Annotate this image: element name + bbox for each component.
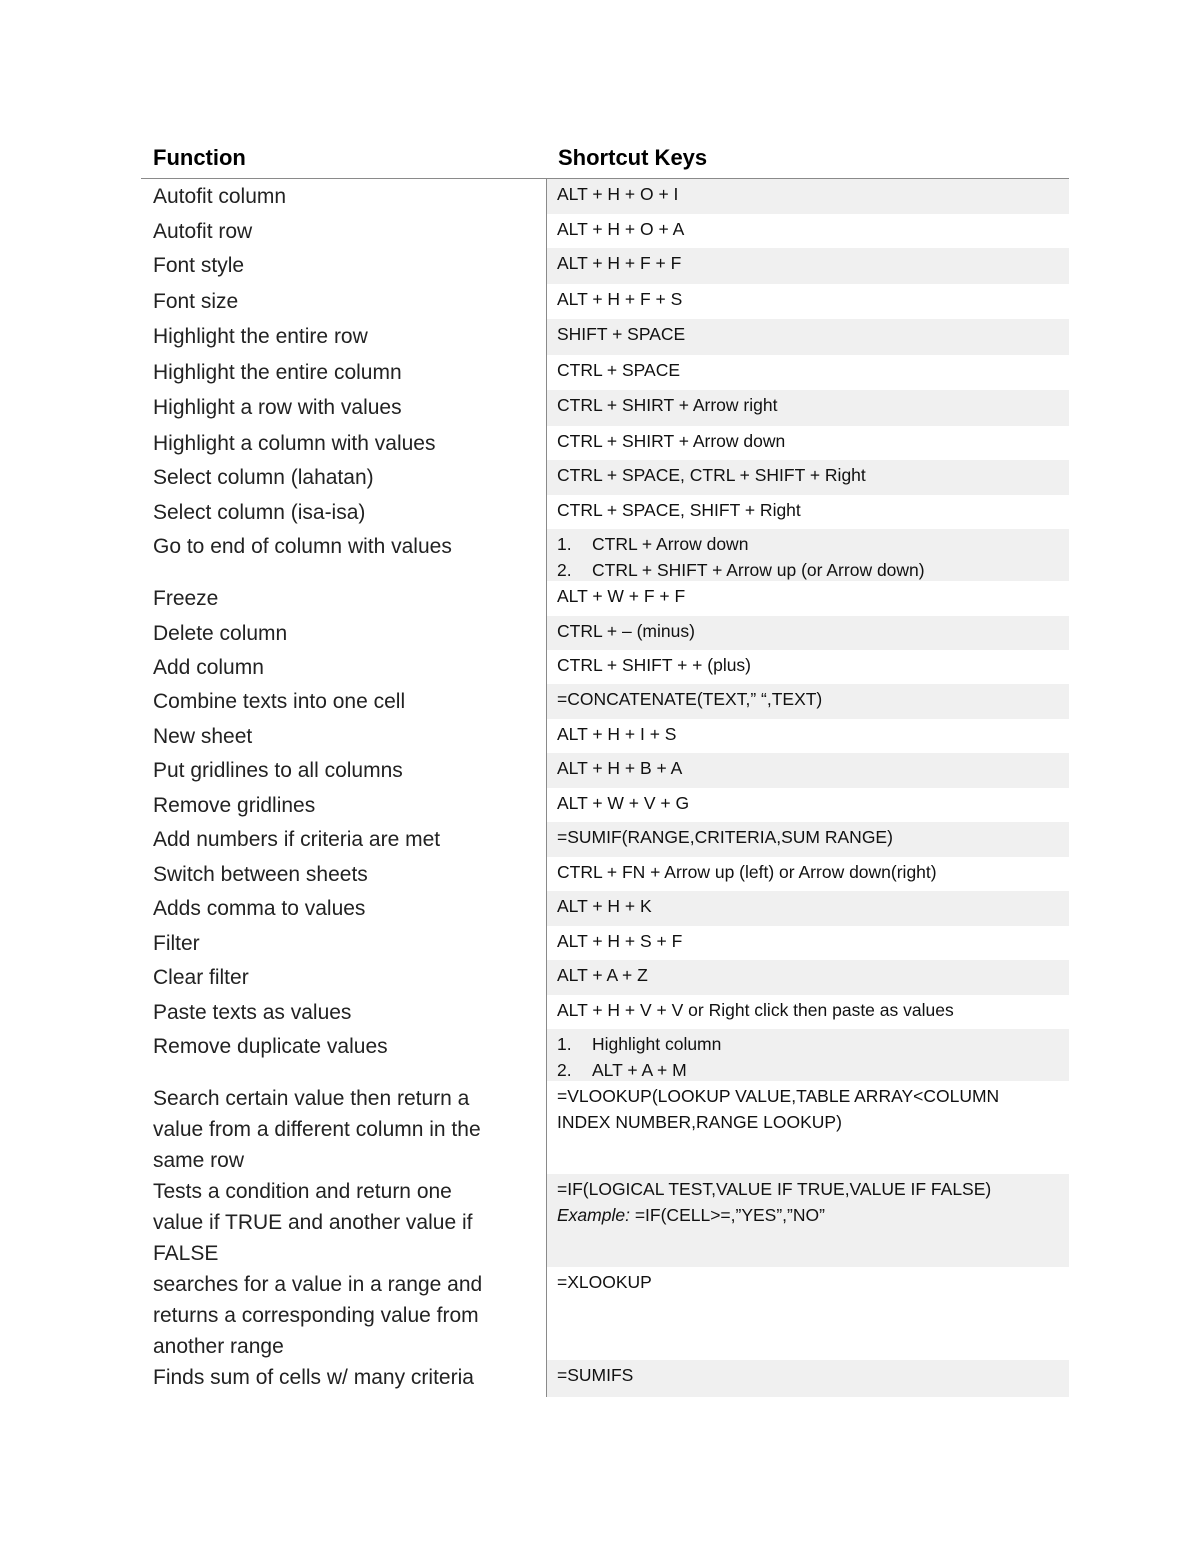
function-text: Autofit row [153, 220, 253, 243]
shortcut-cell [547, 214, 1069, 248]
shortcut-cell [547, 179, 1069, 214]
function-text: searches for a value in a range and [153, 1273, 483, 1296]
function-cell [141, 650, 547, 684]
shortcut-line [557, 1176, 1069, 1202]
shortcut-text: =IF(CELL>=,”YES”,”NO” [634, 1205, 825, 1225]
function-cell [141, 355, 547, 390]
function-text: Remove duplicate values [153, 1035, 388, 1058]
function-text: FALSE [153, 1242, 219, 1265]
shortcut-line [557, 755, 1069, 781]
shortcut-cell [547, 1360, 1069, 1397]
shortcut-line [557, 997, 1069, 1023]
function-text: Select column (isa-isa) [153, 501, 366, 524]
shortcut-text: CTRL + SPACE [557, 360, 681, 380]
table-row [141, 495, 1069, 529]
shortcut-line [557, 392, 1069, 418]
table-row [141, 460, 1069, 495]
shortcut-line [557, 286, 1069, 312]
table-row [141, 248, 1069, 284]
shortcut-cell [547, 995, 1069, 1029]
function-text: Highlight a row with values [153, 396, 402, 419]
shortcut-line [557, 1083, 1069, 1109]
function-cell [141, 960, 547, 995]
function-cell [141, 390, 547, 426]
table-row [141, 319, 1069, 355]
function-text: New sheet [153, 725, 253, 748]
shortcut-text: ALT + H + V + V or Right click then paste as values [557, 1000, 954, 1020]
function-text: Autofit column [153, 185, 287, 208]
table-row [141, 284, 1069, 319]
shortcut-line [557, 893, 1069, 919]
table-row [141, 1174, 1069, 1267]
table-row [141, 995, 1069, 1029]
shortcut-cell [547, 529, 1069, 581]
shortcut-line [557, 790, 1069, 816]
shortcut-text: Highlight column [592, 1034, 722, 1054]
function-cell [141, 319, 547, 355]
table-body [141, 179, 1069, 1397]
shortcut-text: CTRL + SHIRT + Arrow right [557, 395, 778, 415]
shortcut-line [557, 859, 1069, 885]
shortcut-text: ALT + H + O + A [557, 219, 685, 239]
function-cell [141, 926, 547, 960]
function-text: Search certain value then return a [153, 1087, 470, 1110]
shortcut-line [557, 181, 1069, 207]
function-text: Go to end of column with values [153, 535, 452, 558]
table-row [141, 426, 1069, 460]
shortcut-text: =CONCATENATE(TEXT,” “,TEXT) [557, 689, 823, 709]
function-text: Highlight the entire column [153, 361, 402, 384]
shortcut-cell [547, 1174, 1069, 1267]
shortcut-line [557, 1057, 1069, 1083]
shortcut-line [557, 686, 1069, 712]
function-text: Combine texts into one cell [153, 690, 406, 713]
shortcut-cell [547, 857, 1069, 891]
shortcut-text: ALT + H + K [557, 896, 652, 916]
function-cell [141, 891, 547, 926]
table-row [141, 1081, 1069, 1174]
function-text: Switch between sheets [153, 863, 368, 886]
shortcut-text: =IF(LOGICAL TEST,VALUE IF TRUE,VALUE IF FALSE) [557, 1179, 992, 1199]
shortcut-line [557, 1031, 1069, 1057]
shortcut-line [557, 557, 1069, 583]
shortcut-cell [547, 891, 1069, 926]
function-text: Font style [153, 254, 245, 277]
function-text: Delete column [153, 622, 288, 645]
shortcut-cell [547, 460, 1069, 495]
function-cell [141, 788, 547, 822]
shortcut-cell [547, 495, 1069, 529]
function-text: another range [153, 1335, 284, 1358]
shortcut-line [557, 721, 1069, 747]
shortcut-line [557, 531, 1069, 557]
function-text: Freeze [153, 587, 219, 610]
example-label: Example: [557, 1205, 630, 1225]
table-row [141, 891, 1069, 926]
function-text: Add column [153, 656, 264, 679]
shortcut-text: ALT + H + S + F [557, 931, 683, 951]
shortcut-text: CTRL + Arrow down [592, 534, 749, 554]
shortcut-text: ALT + A + M [592, 1060, 687, 1080]
function-text: value from a different column in the [153, 1118, 481, 1141]
shortcut-cell [547, 581, 1069, 616]
function-text: Select column (lahatan) [153, 466, 374, 489]
shortcut-cell [547, 753, 1069, 788]
shortcut-text: =VLOOKUP(LOOKUP VALUE,TABLE ARRAY<COLUMN [557, 1086, 1000, 1106]
table-row [141, 822, 1069, 857]
function-cell [141, 426, 547, 460]
shortcut-text: ALT + A + Z [557, 965, 648, 985]
shortcut-cell [547, 822, 1069, 857]
function-cell [141, 719, 547, 753]
function-cell [141, 857, 547, 891]
function-text: returns a corresponding value from [153, 1304, 479, 1327]
table-row [141, 1267, 1069, 1360]
function-text: Add numbers if criteria are met [153, 828, 441, 851]
shortcut-line [557, 652, 1069, 678]
shortcut-text: ALT + W + V + G [557, 793, 690, 813]
shortcut-text: =SUMIFS [557, 1365, 634, 1385]
function-cell [141, 616, 547, 650]
function-text: value if TRUE and another value if [153, 1211, 473, 1234]
shortcut-text: CTRL + SHIFT + Arrow up (or Arrow down) [592, 560, 925, 580]
function-cell [141, 248, 547, 284]
shortcut-cell [547, 684, 1069, 719]
shortcut-cell [547, 355, 1069, 390]
shortcut-text: CTRL + FN + Arrow up (left) or Arrow down(right) [557, 862, 937, 882]
table-header [141, 140, 1069, 179]
function-cell [141, 995, 547, 1029]
shortcut-line [557, 1269, 1069, 1295]
table-row [141, 616, 1069, 650]
table-row [141, 355, 1069, 390]
function-text: Highlight a column with values [153, 432, 436, 455]
shortcut-cell [547, 1081, 1069, 1174]
table-row [141, 390, 1069, 426]
shortcut-line [557, 497, 1069, 523]
shortcut-line [557, 928, 1069, 954]
shortcut-cell [547, 719, 1069, 753]
shortcut-text: ALT + H + B + A [557, 758, 683, 778]
function-cell [141, 214, 547, 248]
shortcut-text: CTRL + SHIRT + Arrow down [557, 431, 786, 451]
function-text: same row [153, 1149, 245, 1172]
shortcut-line [557, 357, 1069, 383]
shortcut-line [557, 216, 1069, 242]
shortcut-cell [547, 1267, 1069, 1360]
shortcut-line [557, 1202, 1069, 1228]
shortcut-text: CTRL + SPACE, CTRL + SHIFT + Right [557, 465, 866, 485]
table-row [141, 684, 1069, 719]
shortcut-text: CTRL + SHIFT + + (plus) [557, 655, 752, 675]
shortcut-cell [547, 248, 1069, 284]
shortcut-line [557, 824, 1069, 850]
header-function: Function [153, 145, 246, 170]
function-cell [141, 753, 547, 788]
function-text: Finds sum of cells w/ many criteria [153, 1366, 474, 1389]
shortcut-text: =SUMIF(RANGE,CRITERIA,SUM RANGE) [557, 827, 893, 847]
function-cell [141, 460, 547, 495]
shortcut-text: ALT + H + F + F [557, 253, 682, 273]
shortcut-cell [547, 616, 1069, 650]
table-row [141, 857, 1069, 891]
shortcut-line [557, 962, 1069, 988]
function-cell [141, 822, 547, 857]
shortcut-text: INDEX NUMBER,RANGE LOOKUP) [557, 1112, 842, 1132]
function-cell [141, 1267, 547, 1360]
shortcut-line [557, 618, 1069, 644]
function-cell [141, 495, 547, 529]
table-row [141, 1029, 1069, 1081]
function-text: Highlight the entire row [153, 325, 368, 348]
function-text: Adds comma to values [153, 897, 366, 920]
shortcut-text: CTRL + – (minus) [557, 621, 695, 641]
shortcut-line [557, 321, 1069, 347]
shortcut-cell [547, 960, 1069, 995]
function-cell [141, 1174, 547, 1267]
table-row [141, 788, 1069, 822]
table-row [141, 1360, 1069, 1397]
shortcut-cell [547, 319, 1069, 355]
shortcut-text: ALT + H + O + I [557, 184, 679, 204]
shortcut-cell [547, 284, 1069, 319]
function-cell [141, 684, 547, 719]
table-row [141, 179, 1069, 214]
list-number: 1. [557, 534, 572, 554]
function-cell [141, 529, 547, 581]
shortcut-line [557, 250, 1069, 276]
function-cell [141, 1029, 547, 1081]
table-row [141, 753, 1069, 788]
function-text: Filter [153, 932, 200, 955]
function-text: Remove gridlines [153, 794, 316, 817]
shortcut-line [557, 462, 1069, 488]
table-row [141, 926, 1069, 960]
function-text: Font size [153, 290, 239, 313]
function-text: Put gridlines to all columns [153, 759, 403, 782]
shortcut-line [557, 583, 1069, 609]
function-cell [141, 1360, 547, 1397]
list-number: 2. [557, 1060, 572, 1080]
shortcut-cell [547, 426, 1069, 460]
shortcut-text: ALT + H + F + S [557, 289, 683, 309]
shortcut-cell [547, 390, 1069, 426]
header-shortcut-keys: Shortcut Keys [558, 145, 708, 170]
table-row [141, 650, 1069, 684]
table-row [141, 214, 1069, 248]
shortcut-cell [547, 926, 1069, 960]
function-cell [141, 581, 547, 616]
shortcut-cell [547, 650, 1069, 684]
shortcut-text: ALT + W + F + F [557, 586, 686, 606]
shortcut-line [557, 1362, 1069, 1388]
function-cell [141, 284, 547, 319]
shortcut-text: CTRL + SPACE, SHIFT + Right [557, 500, 801, 520]
shortcut-text: =XLOOKUP [557, 1272, 652, 1292]
list-number: 2. [557, 560, 572, 580]
list-number: 1. [557, 1034, 572, 1054]
function-text: Paste texts as values [153, 1001, 352, 1024]
table-row [141, 529, 1069, 581]
shortcut-line [557, 428, 1069, 454]
shortcut-text: SHIFT + SPACE [557, 324, 686, 344]
shortcut-text: ALT + H + I + S [557, 724, 677, 744]
function-text: Clear filter [153, 966, 249, 989]
table-row [141, 581, 1069, 616]
shortcut-line [557, 1109, 1069, 1135]
table-row [141, 719, 1069, 753]
shortcut-table [141, 140, 1069, 1397]
shortcut-cell [547, 1029, 1069, 1081]
function-cell [141, 1081, 547, 1174]
table-row [141, 960, 1069, 995]
shortcut-cell [547, 788, 1069, 822]
function-cell [141, 179, 547, 214]
function-text: Tests a condition and return one [153, 1180, 452, 1203]
